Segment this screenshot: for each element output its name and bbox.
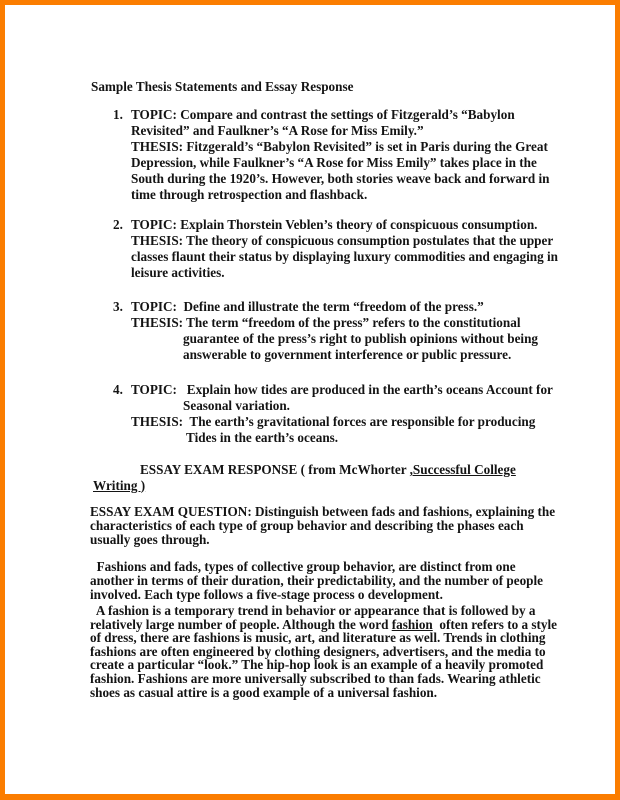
- text-line: Revisited” and Faulkner’s “A Rose for Miss Emily.”: [131, 123, 424, 138]
- text-line: TOPIC: Compare and contrast the settings of Fitzgerald’s “Babylon: [131, 107, 515, 122]
- text-line: TOPIC: Explain Thorstein Veblen’s theory of conspicuous consumption.: [131, 217, 538, 232]
- item-number: 2.: [113, 217, 123, 232]
- text-line: fashions are often engineered by clothing designers, advertisers, and the media to: [90, 643, 546, 659]
- item-text: [131, 299, 538, 363]
- text-line: ESSAY EXAM QUESTION: Distinguish between fads and fashions, explaining the: [90, 504, 556, 519]
- text-line: usually goes through.: [90, 532, 210, 547]
- text-segment: often refers to a style: [432, 616, 558, 632]
- text-line: Fashions and fads, types of collective group behavior, are distinct from one: [90, 559, 516, 574]
- text-line: South during the 1920’s. However, both stories weave back and forward in: [131, 171, 550, 186]
- item-number: 4.: [113, 382, 123, 397]
- text-line: characteristics of each type of group behavior and describing the phases each: [90, 518, 524, 533]
- book-title-underlined: Writing ): [93, 477, 146, 493]
- item-number: 1.: [113, 107, 123, 122]
- text-line: of dress, there are fashions is music, art, and literature as well. Trends in clothing: [90, 630, 546, 646]
- item-text: [131, 382, 553, 446]
- text-segment: relatively large number of people. Although the word: [90, 616, 392, 632]
- item-number: 3.: [113, 299, 123, 314]
- thesis-item-4: [113, 382, 553, 446]
- heading-line: [93, 478, 516, 494]
- item-text: [131, 107, 549, 203]
- essay-exam-response-heading: [93, 462, 516, 493]
- text-line: time through retrospection and flashback.: [131, 187, 368, 202]
- text-line: classes flaunt their status by displaying luxury commodities and engaging in: [131, 249, 558, 264]
- text-line: Tides in the earth’s oceans.: [183, 430, 339, 445]
- text-line: guarantee of the press’s right to publish opinions without being: [183, 331, 539, 346]
- text-line: answerable to government interference or public pressure.: [183, 347, 512, 362]
- text-line: another in terms of their duration, their predictability, and the number of people: [90, 573, 544, 588]
- thesis-item-3: [113, 299, 538, 363]
- heading-text: ESSAY EXAM RESPONSE ( from McWhorter: [140, 462, 410, 477]
- page-title: Sample Thesis Statements and Essay Response: [91, 79, 354, 94]
- text-line: Seasonal variation.: [183, 398, 290, 413]
- text-line: leisure activities.: [131, 265, 225, 280]
- essay-exam-question: [90, 505, 555, 547]
- paragraph-fashion-definition: [90, 604, 557, 699]
- text-line: create a particular “look.” The hip-hop look is an example of a heavily promoted: [90, 657, 544, 673]
- text-line: THESIS: The earth’s gravitational forces are responsible for producing: [131, 414, 536, 429]
- text-line: TOPIC: Define and illustrate the term “freedom of the press.”: [131, 299, 484, 314]
- text-line: THESIS: Fitzgerald’s “Babylon Revisited” is set in Paris during the Great: [131, 139, 548, 154]
- text-line: THESIS: The term “freedom of the press” refers to the constitutional: [131, 315, 521, 330]
- text-line: fashion. Fashions are more universally subscribed to than fads. Wearing athletic: [90, 670, 541, 686]
- text-line: [90, 618, 557, 632]
- paragraph-fads-fashions: [90, 560, 543, 602]
- text-line: TOPIC: Explain how tides are produced in the earth’s oceans Account for: [131, 382, 553, 397]
- text-line: THESIS: The theory of conspicuous consumption postulates that the upper: [131, 233, 554, 248]
- text-line: A fashion is a temporary trend in behavior or appearance that is followed by a: [90, 603, 536, 618]
- thesis-item-1: [113, 107, 549, 203]
- text-line: Depression, while Faulkner’s “A Rose for Miss Emily” takes place in the: [131, 155, 537, 170]
- text-line: involved. Each type follows a five-stage process o development.: [90, 587, 443, 602]
- heading-line: [93, 462, 516, 478]
- book-title-underlined: ,Successful College: [409, 462, 516, 477]
- text-line: shoes as casual attire is a good example of a universal fashion.: [90, 684, 438, 700]
- item-text: [131, 217, 558, 281]
- thesis-item-2: [113, 217, 558, 281]
- underlined-word-fashion: fashion: [391, 616, 433, 632]
- document-page: [5, 5, 615, 794]
